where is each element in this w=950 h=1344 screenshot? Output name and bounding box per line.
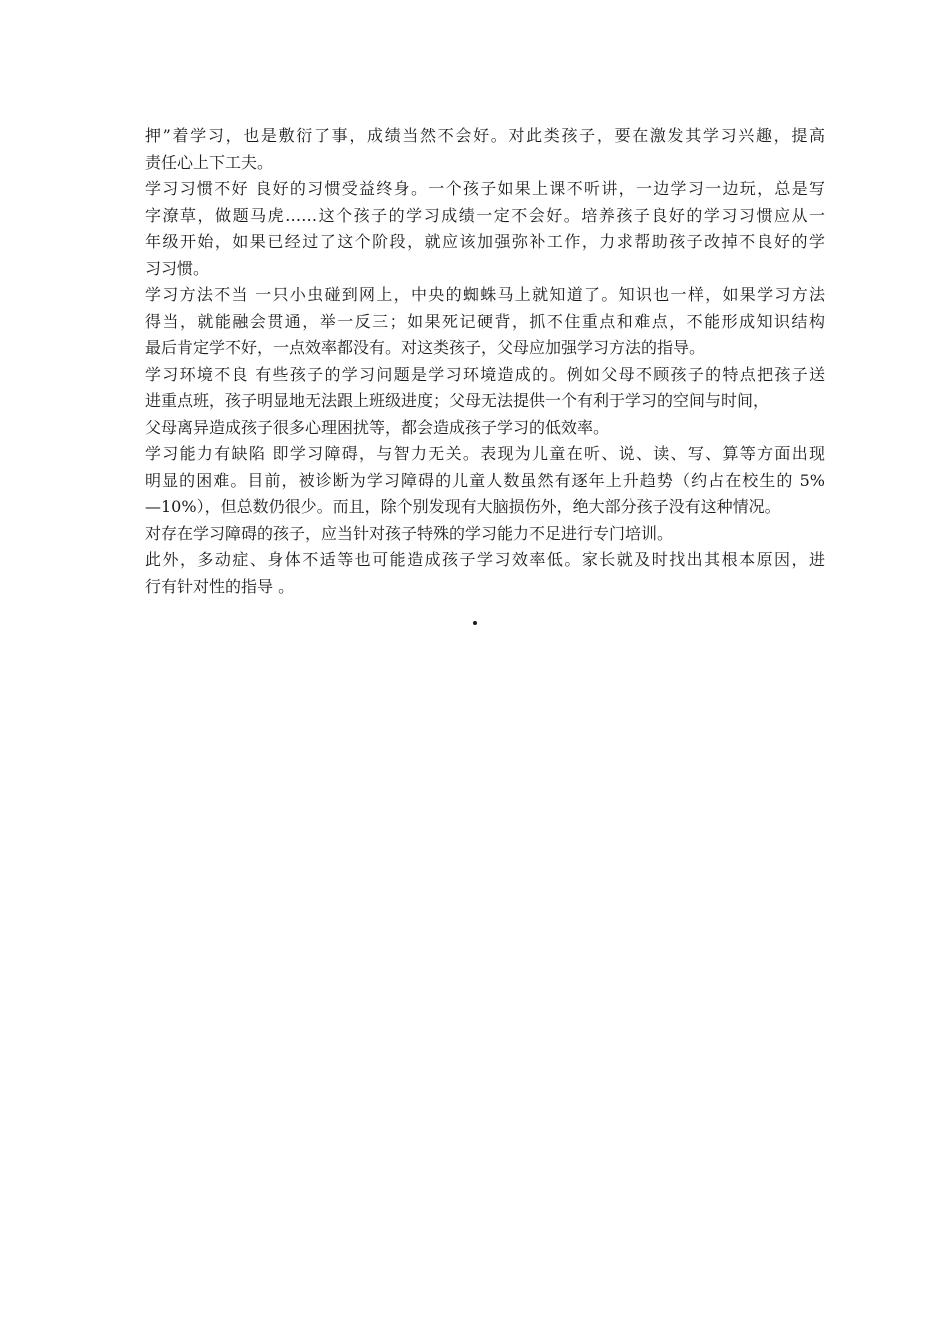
text-line: 习习惯。 bbox=[145, 258, 210, 278]
text-line: 进重点班，孩子明显地无法跟上班级进度；父母无法提供一个有利于学习的空间与时间， bbox=[145, 391, 770, 410]
document-body bbox=[145, 123, 825, 600]
text-line: 明显的困难。目前，被诊断为学习障碍的儿童人数虽然有逐年上升趋势（约占在校生的 5% bbox=[145, 470, 825, 490]
text-line: 最后肯定学不好，一点效率都没有。对这类孩子，父母应加强学习方法的指导。 bbox=[145, 338, 706, 357]
text-line: 押”着学习，也是敷衍了事，成绩当然不会好。对此类孩子，要在激发其学习兴趣，提高 bbox=[145, 126, 825, 145]
bullet-dot bbox=[473, 621, 477, 625]
text-line: 行有针对性的指导 。 bbox=[145, 576, 295, 596]
text-line: 父母离异造成孩子很多心理困扰等，都会造成孩子学习的低效率。 bbox=[145, 417, 610, 437]
text-line: 学习环境不良 有些孩子的学习问题是学习环境造成的。例如父母不顾孩子的特点把孩子送 bbox=[145, 364, 825, 384]
text-line: 学习能力有缺陷 即学习障碍，与智力无关。表现为儿童在听、说、读、写、算等方面出现 bbox=[145, 444, 825, 463]
text-line: 得当，就能融会贯通，举一反三；如果死记硬背，抓不住重点和难点，不能形成知识结构 bbox=[145, 311, 825, 331]
text-line: —10%），但总数仍很少。而且，除个别发现有大脑损伤外，绝大部分孩子没有这种情况。 bbox=[145, 497, 781, 516]
text-line: 此外，多动症、身体不适等也可能造成孩子学习效率低。家长就及时找出其根本原因，进 bbox=[145, 550, 825, 569]
text-line: 学习方法不当 一只小虫碰到网上，中央的蜘蛛马上就知道了。知识也一样，如果学习方法 bbox=[145, 285, 825, 304]
text-line: 学习习惯不好 良好的习惯受益终身。一个孩子如果上课不听讲，一边学习一边玩，总是写 bbox=[145, 179, 825, 198]
text-line: 年级开始，如果已经过了这个阶段，就应该加强弥补工作，力求帮助孩子改掉不良好的学 bbox=[145, 232, 825, 251]
text-line: 对存在学习障碍的孩子，应当针对孩子特殊的学习能力不足进行专门培训。 bbox=[145, 523, 674, 543]
text-line: 责任心上下工夫。 bbox=[145, 152, 274, 172]
text-line: 字潦草，做题马虎……这个孩子的学习成绩一定不会好。培养孩子良好的学习习惯应从一 bbox=[145, 205, 825, 225]
